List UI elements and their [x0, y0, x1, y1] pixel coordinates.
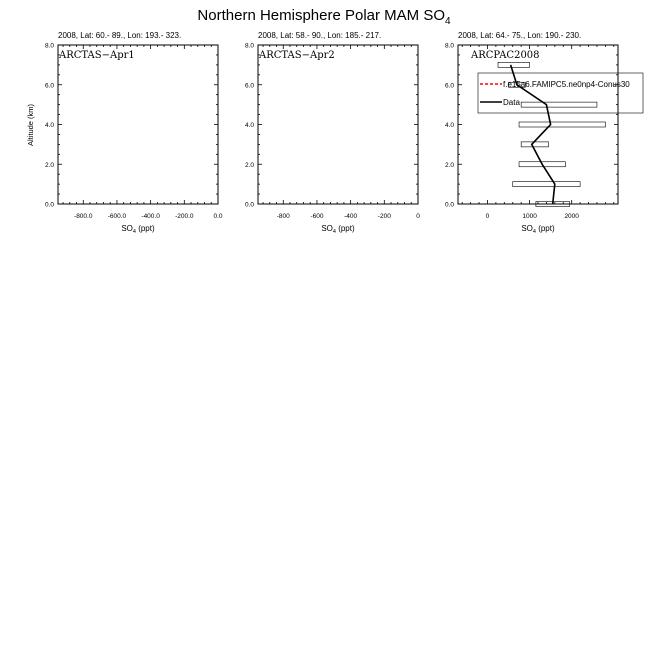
y-tick-label: 2.0	[244, 161, 254, 169]
panel-3	[445, 43, 643, 236]
x-tick-label: -600	[310, 213, 324, 220]
y-axis-label: Altitude (km)	[26, 103, 35, 147]
panel-3-header: 2008, Lat: 64.- 75., Lon: 190.- 230.	[458, 31, 582, 40]
x-axis-label: $SO_4$ (ppt)	[121, 224, 155, 235]
x-tick-label: -200.0	[175, 213, 194, 220]
panel-2-header: 2008, Lat: 58.- 90., Lon: 185.- 217.	[258, 31, 382, 40]
x-tick-label: 0	[485, 213, 490, 220]
title-subscript: 4	[445, 16, 451, 27]
y-tick-label: 8.0	[44, 42, 54, 50]
x-tick-label: -800.0	[74, 213, 93, 220]
plot-frame	[258, 45, 418, 204]
x-tick-label: 0.0	[213, 213, 223, 220]
range-box	[498, 62, 530, 67]
y-tick-label: 0.0	[244, 201, 254, 209]
y-tick-label: 6.0	[44, 82, 54, 90]
title-main: Northern Hemisphere Polar MAM SO	[197, 7, 446, 24]
x-tick-label: -200	[377, 213, 391, 220]
legend-label: Data	[503, 98, 520, 107]
x-tick-label: -400.0	[141, 213, 160, 220]
x-tick-label: 1000	[522, 213, 537, 220]
panel-2	[245, 43, 420, 236]
range-box	[521, 102, 597, 107]
y-tick-label: 8.0	[444, 42, 454, 50]
legend-label: f.e15a6.FAMIPC5.ne0np4-Conus30	[503, 80, 630, 89]
y-tick-label: 6.0	[244, 82, 254, 90]
campaign-label: ARCTAS−Apr2	[259, 50, 335, 61]
x-tick-label: -600.0	[107, 213, 127, 220]
y-tick-label: 4.0	[244, 122, 254, 129]
y-tick-label: 6.0	[444, 82, 454, 90]
y-tick-label: 4.0	[44, 122, 54, 129]
plot-frame	[58, 45, 218, 204]
range-box	[513, 182, 580, 187]
y-tick-label: 4.0	[444, 122, 454, 129]
y-tick-label: 0.0	[444, 201, 454, 209]
campaign-label: ARCPAC2008	[471, 50, 540, 61]
x-tick-label: 0	[416, 213, 420, 220]
y-tick-label: 2.0	[44, 161, 54, 169]
x-axis-label: $SO_4$ (ppt)	[321, 224, 355, 235]
campaign-label: ARCTAS−Apr1	[59, 50, 135, 61]
panel-1-header: 2008, Lat: 60.- 89., Lon: 193.- 323.	[58, 31, 182, 40]
y-tick-label: 0.0	[44, 201, 54, 209]
x-tick-label: 2000	[564, 213, 579, 220]
x-tick-label: -400	[344, 213, 358, 220]
y-tick-label: 2.0	[444, 161, 454, 169]
range-box	[521, 142, 548, 147]
y-tick-label: 8.0	[244, 42, 254, 50]
plot-frame	[458, 45, 618, 204]
range-box	[519, 122, 605, 127]
x-axis-label: $SO_4$ (ppt)	[521, 224, 555, 235]
x-tick-label: -800	[276, 213, 290, 220]
panel-1	[45, 43, 223, 236]
